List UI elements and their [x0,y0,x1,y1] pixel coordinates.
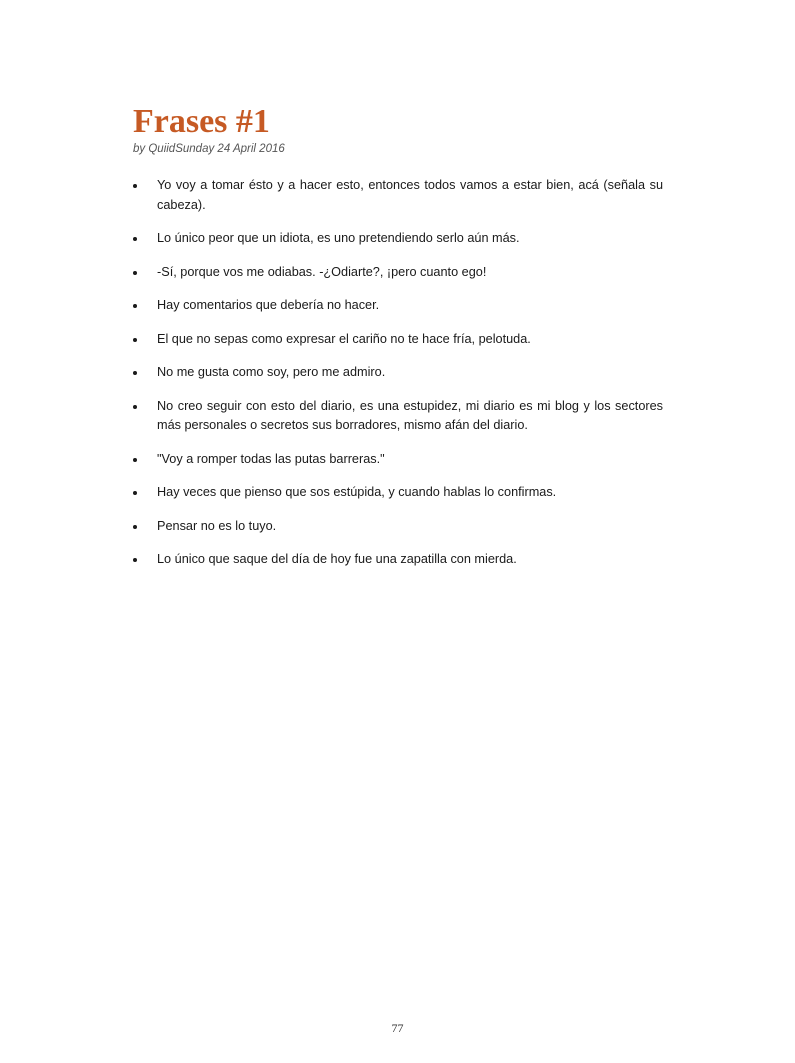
list-item [133,296,663,316]
bullet-icon [133,371,137,375]
list-item [133,483,663,503]
bullet-icon [133,304,137,308]
list-item-text: Lo único peor que un idiota, es uno pretendiendo serlo aún más. [157,231,520,245]
bullet-icon [133,237,137,241]
list-item [133,330,663,350]
list-item-text: Yo voy a tomar ésto y a hacer esto, entonces todos vamos a estar bien, acá (señala su cabeza). [157,178,663,212]
byline-prefix: by [133,143,146,155]
list-item-text: El que no sepas como expresar el cariño no te hace fría, pelotuda. [157,331,531,346]
list-item-text: No creo seguir con esto del diario, es una estupidez, mi diario es mi blog y los sectores más personales o secretos sus borradores, mismo afán del diario. [157,398,663,432]
list-item [133,176,663,215]
list-item-text: Hay veces que pienso que sos estúpida, y cuando hablas lo confirmas. [157,485,557,499]
list-item [133,450,663,470]
list-item-text: No me gusta como soy, pero me admiro. [157,365,386,379]
bullet-icon [133,405,137,409]
bullet-icon [133,525,137,529]
list-item [133,363,663,383]
list-item-text: Pensar no es lo tuyo. [157,518,277,533]
list-item-text: -Sí, porque vos me odiabas. -¿Odiarte?, ¡pero cuanto ego! [157,264,487,279]
list-item [133,263,663,283]
bullet-icon [133,338,137,342]
page-number: 77 [391,1021,404,1035]
bullet-icon [133,184,137,188]
byline [133,141,285,157]
list-item [133,550,663,570]
bullet-icon [133,458,137,462]
list-item-text: Lo único que saque del día de hoy fue una zapatilla con mierda. [157,552,517,566]
list-item [133,517,663,537]
list-item-text: "Voy a romper todas las putas barreras." [157,451,385,466]
list-item [133,229,663,249]
bullet-icon [133,271,137,275]
byline-date: 24 April 2016 [217,143,285,155]
list-item-text: Hay comentarios que debería no hacer. [157,298,380,312]
bullet-icon [133,491,137,495]
bullet-icon [133,558,137,562]
list-item [133,397,663,436]
byline-author: QuiidSunday [148,143,215,155]
quotes-list [133,176,663,584]
page-title: Frases #1 [133,103,270,140]
